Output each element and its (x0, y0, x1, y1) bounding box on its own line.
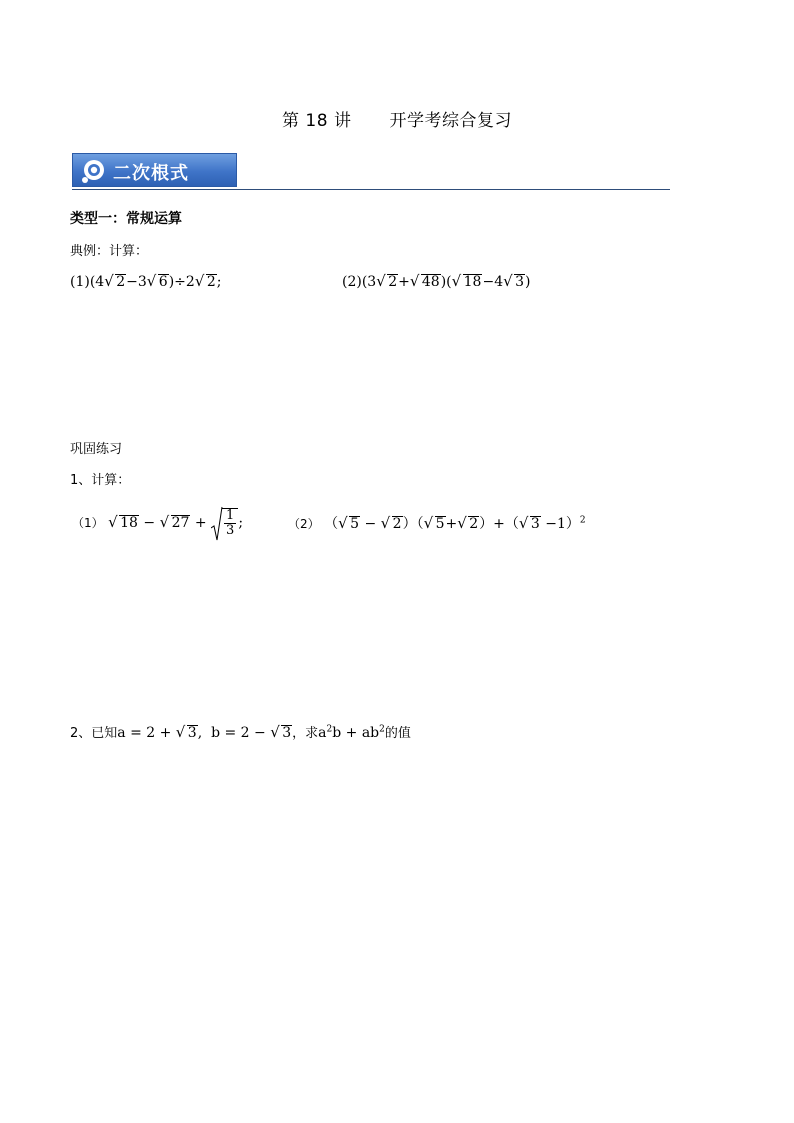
q1-label: 1、计算： (70, 473, 131, 488)
q1-part2: （2） （√ 5 − √ 2）（√ 5+√ 2）+（√ 3 −1）$^2$ (288, 513, 586, 533)
example-1: (1)(4√ 2−3√ 6)÷2√ 2; (70, 274, 221, 290)
section-label: 二次根式 (113, 163, 189, 184)
magnifier-icon (80, 158, 106, 184)
q2: 2、已知a = 2 + √ 3, b = 2 − √ 3，求$a^2b + ab^2$的值 (70, 722, 411, 741)
sqrt-one-third: $\frac{1}{3}$ (211, 508, 238, 538)
practice-heading: 巩固练习 (70, 442, 123, 457)
section-divider (72, 189, 670, 190)
page-title (0, 106, 794, 131)
section-banner (72, 153, 237, 187)
q1-part1: （1） √ 18 − √ 27 + $\frac{1}{3}$ ; (72, 508, 243, 538)
example-label: 典例：计算： (70, 244, 149, 259)
example-2: (2)(3√ 2+√ 48)(√ 18−4√ 3) (342, 274, 531, 290)
type1-heading: 类型一：常规运算 (70, 211, 182, 227)
lesson-number: 第 18 讲 (282, 111, 352, 131)
lesson-title: 开学考综合复习 (389, 111, 512, 131)
